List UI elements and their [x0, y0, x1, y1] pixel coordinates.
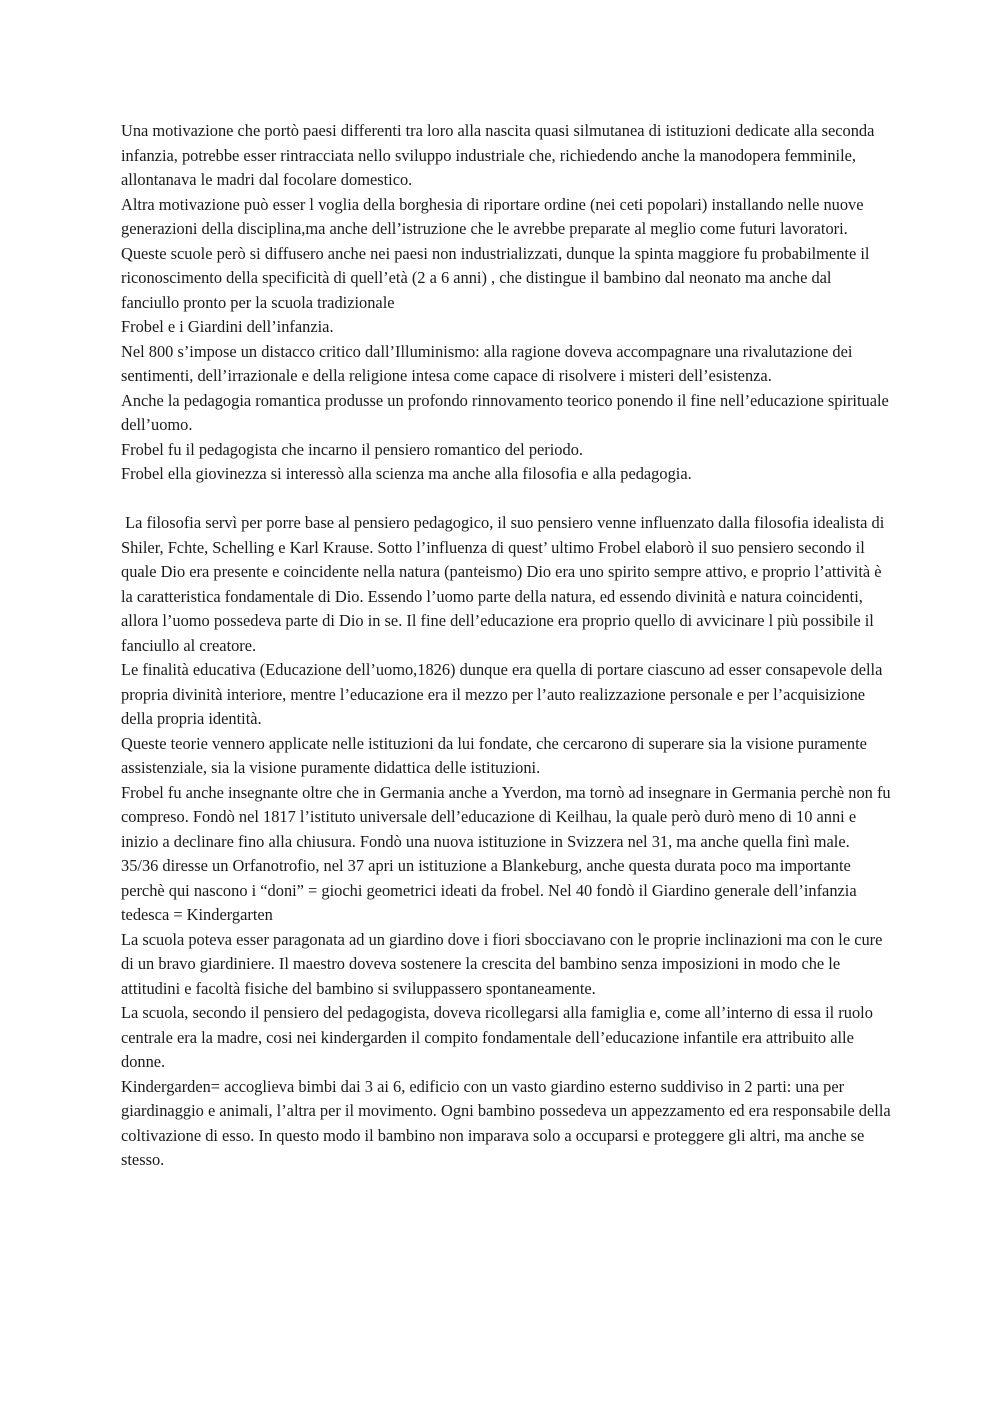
- paragraph-12: Queste teorie vennero applicate nelle istituzioni da lui fondate, che cercarono di superare sia la visione puramente assistenziale, sia la visione puramente didattica delle istituzioni.: [121, 733, 872, 777]
- paragraph-15: La scuola, secondo il pensiero del pedagogista, doveva ricollegarsi alla famiglia e, come all’interno di essa il ruolo centrale era la madre, cosi nei kindergarden il compito fondamentale dell’educazione infantile era attribuito alle donne.: [121, 1003, 878, 1071]
- paragraph-14: La scuola poteva esser paragonata ad un giardino dove i fiori sbocciavano con le proprie inclinazioni ma con le cure di un bravo giardiniere. Il maestro doveva sostenere la crescita del bambino senza imposizioni in modo che le attitudini e facoltà fisiche del bambino si sviluppassero spontaneamente.: [121, 929, 887, 998]
- paragraph-7: Frobel fu il pedagogista che incarno il pensiero romantico del periodo.: [121, 439, 583, 459]
- paragraph-16: Kindergarden= accoglieva bimbi dai 3 ai 6, edificio con un vasto giardino esterno suddiviso in 2 parti: una per giardinaggio e animali, l’altra per il movimento. Ogni bambino possedeva un appezzamento ed era responsabile della coltivazione di esso. In questo modo il bambino non imparava solo a occuparsi e proteggere gli altri, ma anche se stesso.: [121, 1076, 895, 1169]
- paragraph-10: La filosofia servì per porre base al pensiero pedagogico, il suo pensiero venne influenzato dalla filosofia idealista di Shiler, Fchte, Schelling e Karl Krause. Sotto l’influenza di quest’ ultimo Frobel elaborò il suo pensiero secondo il quale Dio era presente e coincidente nella natura (panteismo) Dio era uno spirito sempre attivo, e proprio l’attività è la caratteristica fondamentale di Dio. Essendo l’uomo parte della natura, ed essendo divinità e natura coincidenti, allora l’uomo possedeva parte di Dio in se. Il fine dell’educazione era proprio quello di avvicinare l più possibile il fanciullo al creatore.: [121, 513, 889, 655]
- paragraph-1: Una motivazione che portò paesi differenti tra loro alla nascita quasi silmutanea di istituzioni dedicate alla seconda infanzia, potrebbe esser rintracciata nello sviluppo industriale che, richiedendo anche la manodopera femminile, allontanava le madri dal focolare domestico.: [121, 121, 879, 189]
- paragraph-5: Nel 800 s’impose un distacco critico dall’Illuminismo: alla ragione doveva accompagnare una rivalutazione dei sentimenti, dell’irrazionale e della religione intesa come capace di risolvere i misteri dell’esistenza.: [121, 341, 857, 385]
- paragraph-2: Altra motivazione può esser l voglia della borghesia di riportare ordine (nei ceti popolari) installando nelle nuove generazioni della disciplina,ma anche dell’istruzione che le avrebbe preparate al meglio come futuri lavoratori.: [121, 194, 868, 238]
- paragraph-13: Frobel fu anche insegnante oltre che in Germania anche a Yverdon, ma tornò ad insegnare in Germania perchè non fu compreso. Fondò nel 1817 l’istituto universale dell’educazione di Keilhau, la quale però durò meno di 10 anni e inizio a declinare fino alla chiusura. Fondò una nuova istituzione in Svizzera nel 31, ma anche quella finì male. 35/36 diresse un Orfanotrofio, nel 37 apri un istituzione a Blankeburg, anche questa durata poco ma importante perchè qui nascono i “doni” = giochi geometrici ideati da frobel. Nel 40 fondò il Giardino generale dell’infanzia tedesca = Kindergarten: [121, 782, 895, 924]
- paragraph-3: Queste scuole però si diffusero anche nei paesi non industrializzati, dunque la spinta maggiore fu probabilmente il riconoscimento della specificità di quell’età (2 a 6 anni) , che distingue il bambino dal neonato ma anche dal fanciullo pronto per la scuola tradizionale: [121, 243, 874, 312]
- document-page: [121, 119, 895, 1173]
- paragraph-11: Le finalità educativa (Educazione dell’uomo,1826) dunque era quella di portare ciascuno ad esser consapevole della propria divinità interiore, mentre l’educazione era il mezzo per l’auto realizzazione personale e per l’acquisizione della propria identità.: [121, 660, 887, 728]
- blank-line: [121, 487, 891, 512]
- paragraph-6: Anche la pedagogia romantica produsse un profondo rinnovamento teorico ponendo il fine nell’educazione spirituale dell’uomo.: [121, 390, 893, 434]
- section-heading: Frobel e i Giardini dell’infanzia.: [121, 317, 334, 336]
- paragraph-8: Frobel ella giovinezza si interessò alla scienza ma anche alla filosofia e alla pedagogia.: [121, 464, 692, 483]
